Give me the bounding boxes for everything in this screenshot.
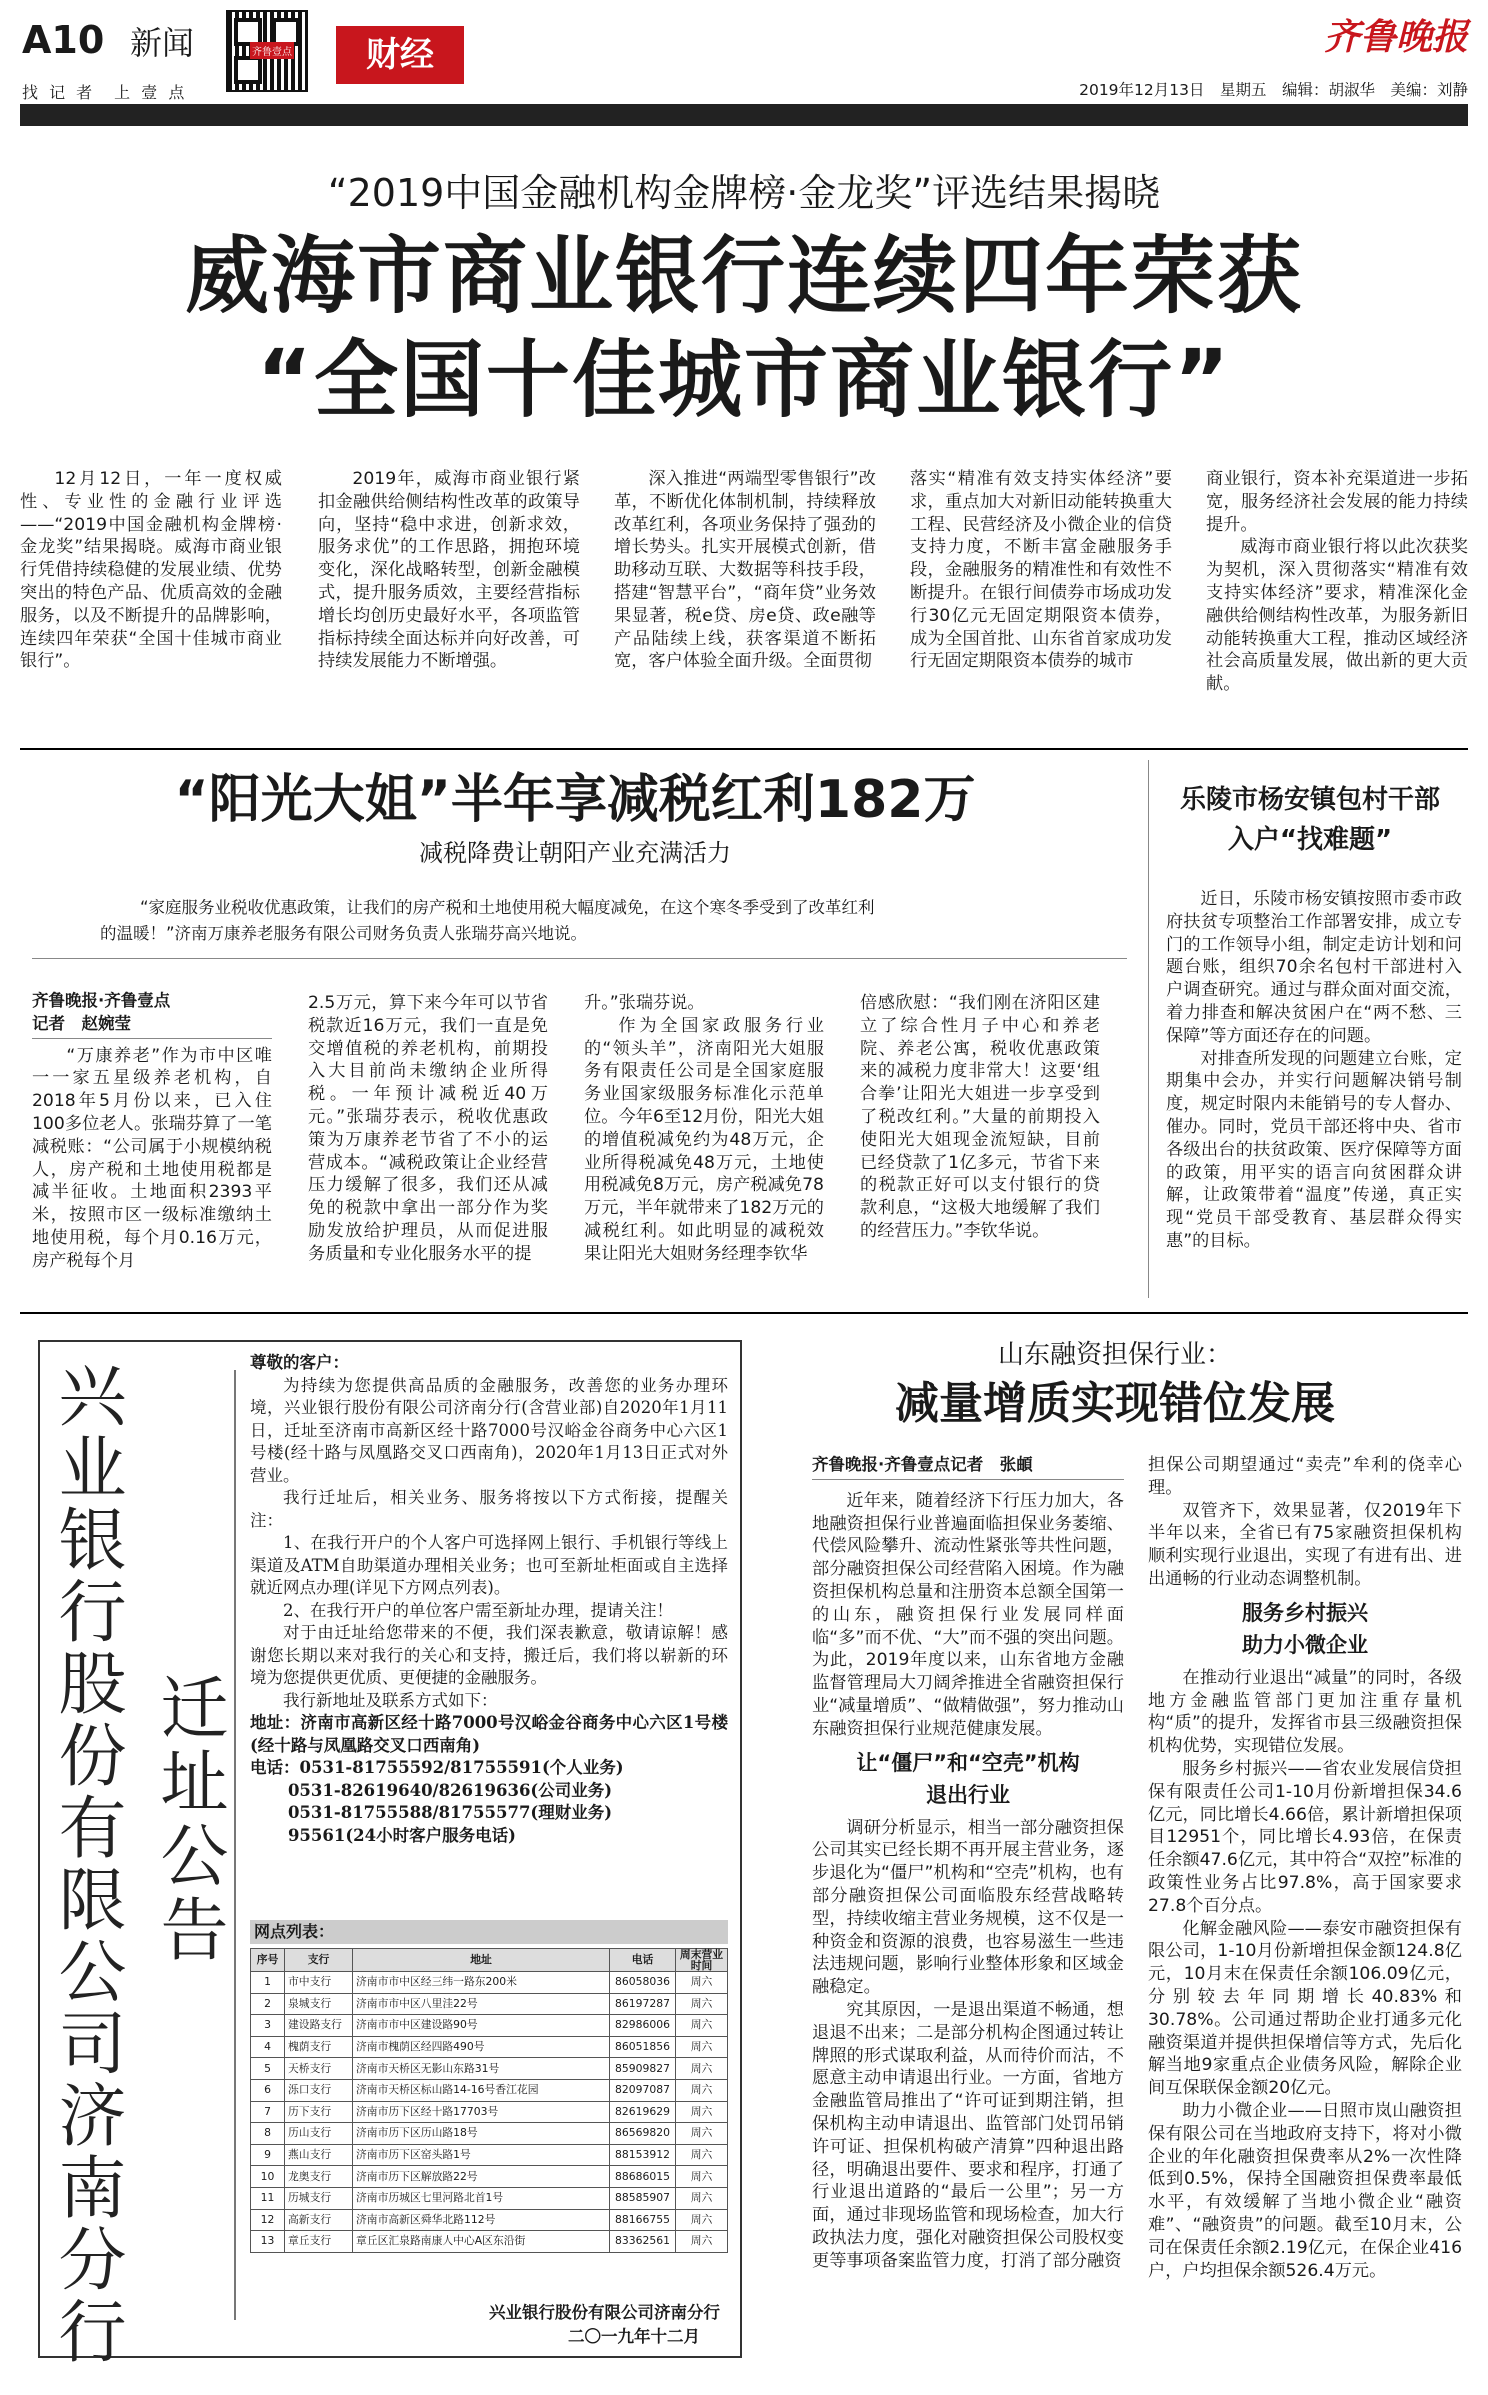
article3-title-line2: 入户“找难题” (1227, 825, 1393, 855)
col-header: 地址 (353, 1949, 610, 1972)
ad-phone[interactable]: 0531-82619640/82619636(公司业务) (287, 1780, 613, 1800)
table-cell: 9 (251, 2144, 285, 2166)
col-header: 电话 (610, 1949, 676, 1972)
table-cell: 建设路支行 (285, 2015, 353, 2037)
ad-phone[interactable]: 0531-81755588/81755577(理财业务) (287, 1803, 613, 1822)
table-row (251, 2144, 728, 2166)
article1-kicker: “2019中国金融机构金牌榜·金龙奖”评选结果揭晓 (327, 171, 1161, 215)
col-header: 序号 (251, 1949, 285, 1972)
ad-paragraph: 我行新地址及联系方式如下： (283, 1690, 498, 1710)
table-cell: 龙奥支行 (285, 2166, 353, 2188)
article1-col1 (20, 468, 282, 673)
table-row (251, 2015, 728, 2037)
ad-divider (234, 1370, 236, 2320)
branch-phone[interactable]: 88686015 (610, 2166, 676, 2188)
table-cell: 周六 (676, 2079, 728, 2101)
paragraph: 12月12日，一年一度权威性、专业性的金融行业评选——“2019中国金融机构金牌榜·金龙奖”结果揭晓。威海市商业银行凭借持续稳健的发展业绩、优势突出的特色产品、优质高效的金融服务，以及不断提升的品牌影响，连续四年荣获“全国十佳城市商业银行”。 (20, 469, 282, 672)
paragraph: 双管齐下，效果显著，仅2019年下半年以来，全省已有75家融资担保机构顺利实现行业退出，实现了有进有出、进出通畅的行业动态调整机制。 (1148, 1500, 1462, 1589)
paragraph: 落实“精准有效支持实体经济”要求，重点加大对新旧动能转换重大工程、民营经济及小微企业的信贷支持力度，不断丰富金融服务手段，金融服务的精准性和有效性不断提升。在银行间债券市场成功发行30亿元无固定期限资本债券，成为全国首批、山东省首家成功发行无固定期限资本债券的城市 (910, 469, 1172, 672)
table-cell: 济南市天桥区标山路14-16号香江花园 (353, 2079, 610, 2101)
table-cell: 济南市槐荫区经四路490号 (353, 2036, 610, 2058)
section-divider (20, 1312, 1468, 1314)
section-divider (20, 748, 1468, 750)
paragraph: “万康养老”作为市中区唯一一家五星级养老机构，自2018年5月份以来，已入住100多位老人。张瑞芬算了一笔减税账：“公司属于小规模纳税人，房产税和土地使用税都是减半征收。土地面积2393平米，按照市区一级标准缴纳土地使用税，每个月0.16万元，房产税每个月 (32, 1045, 272, 1271)
table-cell: 8 (251, 2123, 285, 2145)
byline: 齐鲁晚报·齐鲁壹点记者 张頔 (812, 1455, 1033, 1474)
article4-col1 (812, 1454, 1124, 2273)
ad-phone[interactable]: 95561(24小时客户服务电话) (287, 1825, 516, 1845)
branch-phone[interactable]: 82097087 (610, 2079, 676, 2101)
table-cell: 济南市历下区解放路22号 (353, 2166, 610, 2188)
table-cell: 济南市高新区舜华北路112号 (353, 2209, 610, 2231)
article1-col2 (318, 468, 580, 673)
paragraph: 升。”张瑞芬说。 (584, 993, 705, 1013)
table-row (251, 2058, 728, 2080)
table-cell: 济南市历下区历山路18号 (353, 2123, 610, 2145)
ad-salutation: 尊敬的客户： (250, 1353, 349, 1372)
table-cell: 6 (251, 2079, 285, 2101)
table-header-row (251, 1949, 728, 1972)
paragraph: 作为全国家政服务行业的“领头羊”，济南阳光大姐服务有限责任公司是全国家庭服务业国家级服务标准化示范单位。今年6至12月份，阳光大姐的增值税减免约为48万元，企业所得税减免48万元，土地使用税减免8万元，房产税减免78万元，半年就带来了182万元的减税红利。如此明显的减税效果让阳光大姐财务经理李钦华 (584, 1015, 824, 1264)
article4-title: 减量增质实现错位发展 (895, 1378, 1335, 1429)
table-cell: 周六 (676, 2036, 728, 2058)
paragraph: 商业银行，资本补充渠道进一步拓宽，服务经济社会发展的能力持续提升。 (1206, 469, 1468, 535)
ad-vertical-notice: 迁址公告 (149, 1672, 228, 1968)
paragraph: 2.5万元，算下来今年可以节省税款近16万元，我们一直是免交增值税的养老机构，前期投入大目前尚未缴纳企业所得税。一年预计减税近40万元。”张瑞芬表示，税收优惠政策为万康养老节省了不小的运营成本。“减税政策让企业经营压力缓解了很多，我们还从减免的税款中拿出一部分作为奖励发放给护理员，从而促进服务质量和专业化服务水平的提 (308, 993, 548, 1264)
col-header: 支行 (285, 1949, 353, 1972)
article2-title: “阳光大姐”半年享减税红利182万 (174, 770, 976, 830)
table-cell: 周六 (676, 2144, 728, 2166)
table-cell: 周六 (676, 2015, 728, 2037)
byline: 齐鲁晚报·齐鲁壹点 (32, 991, 171, 1010)
branch-phone[interactable]: 82986006 (610, 2015, 676, 2037)
table-cell: 天桥支行 (285, 2058, 353, 2080)
paragraph: 近日，乐陵市杨安镇按照市委市政府扶贫专项整治工作部署安排，成立专门的工作领导小组，制定走访计划和问题台账，组织70余名包村干部进村入户调查研究。通过与群众面对面交流，着力排查和解决贫困户在“两不愁、三保障”等方面还存在的问题。 (1166, 889, 1462, 1046)
branch-phone[interactable]: 88153912 (610, 2144, 676, 2166)
slogan: 找 记 者 上 壹 点 (22, 83, 188, 102)
table-row (251, 2166, 728, 2188)
table-cell: 2 (251, 1993, 285, 2015)
column-divider (1148, 760, 1149, 1298)
page-number: A10 (22, 18, 105, 62)
branch-phone[interactable]: 86058036 (610, 1972, 676, 1994)
article1-col3 (614, 468, 876, 673)
table-cell: 高新支行 (285, 2209, 353, 2231)
branch-phone[interactable]: 88585907 (610, 2187, 676, 2209)
table-row (251, 2036, 728, 2058)
ad-paragraph: 1、在我行开户的个人客户可选择网上银行、手机银行等线上渠道及ATM自助渠道办理相关业务；也可至新址柜面或自主选择就近网点办理(详见下方网点列表)。 (250, 1533, 728, 1597)
table-cell: 周六 (676, 1972, 728, 1994)
qr-code[interactable] (226, 10, 308, 92)
table-row (251, 2231, 728, 2253)
ad-address: 地址：济南市高新区经十路7000号汉峪金谷商务中心六区1号楼(经十路与凤凰路交叉口西南角) (250, 1713, 728, 1755)
table-cell: 周六 (676, 2058, 728, 2080)
article3-body (1166, 888, 1462, 1253)
table-cell: 5 (251, 2058, 285, 2080)
ad-paragraph: 我行迁址后，相关业务、服务将按以下方式衔接，提醒关注： (250, 1488, 728, 1530)
table-row (251, 2123, 728, 2145)
ad-vertical-title: 兴业银行股份有限公司济南分行 (47, 1360, 126, 2368)
table-cell: 12 (251, 2209, 285, 2231)
ad-phone-label: 电话： (250, 1758, 300, 1777)
table-cell: 济南市市中区建设路90号 (353, 2015, 610, 2037)
table-cell: 泺口支行 (285, 2079, 353, 2101)
ad-body (250, 1352, 728, 1847)
table-cell: 槐荫支行 (285, 2036, 353, 2058)
branch-phone[interactable]: 86197287 (610, 1993, 676, 2015)
byline: 记者 赵婉莹 (32, 1013, 131, 1033)
table-cell: 济南市市中区八里洼22号 (353, 1993, 610, 2015)
article2-col3 (584, 992, 824, 1266)
branch-table (250, 1948, 728, 2253)
table-cell: 济南市历下区经十路17703号 (353, 2101, 610, 2123)
paragraph: 威海市商业银行将以此次获奖为契机，深入贯彻落实“精准有效支持实体经济”要求，精准深化金融供给侧结构性改革，为服务新旧动能转换重大工程，推动区域经济社会高质量发展，做出新的更大贡献。 (1206, 537, 1468, 695)
paragraph: 倍感欣慰：“我们刚在济阳区建立了综合性月子中心和养老院、养老公寓，税收优惠政策来的减税力度非常大！这要‘组合拳’让阳光大姐进一步享受到了税改红利。”大量的前期投入使阳光大姐现金流短缺，目前已经贷款了1亿多元，节省下来的税款正好可以支付银行的贷款利息，“这极大地缓解了我们的经营压力。”李钦华说。 (860, 993, 1100, 1241)
table-cell: 13 (251, 2231, 285, 2253)
article2-col4 (860, 992, 1100, 1243)
article1-title-line1: 威海市商业银行连续四年荣获 (184, 227, 1303, 325)
table-cell: 历下支行 (285, 2101, 353, 2123)
col-header: 周末营业时间 (676, 1949, 728, 1972)
ad-date: 二〇一九年十二月 (568, 2327, 700, 2346)
branch-phone[interactable]: 82619629 (610, 2101, 676, 2123)
branch-table-wrap (250, 1948, 728, 2253)
paragraph: 调研分析显示，相当一部分融资担保公司其实已经长期不再开展主营业务，逐步退化为“僵尸”机构和“空壳”机构，也有部分融资担保公司面临股东经营战略转型，持续收缩主营业务规模，这不仅是一种资金和资源的浪费，也容易滋生一些违法违规问题，影响行业整体形象和区域金融稳定。 (812, 1817, 1124, 1998)
table-row (251, 2101, 728, 2123)
article2-col2 (308, 992, 548, 1266)
table-cell: 周六 (676, 2209, 728, 2231)
ad-phone[interactable]: 0531-81755592/81755591(个人业务) (299, 1758, 624, 1777)
branch-phone[interactable]: 85909827 (610, 2058, 676, 2080)
subheading (812, 1747, 1124, 1811)
table-cell: 周六 (676, 2231, 728, 2253)
table-cell: 周六 (676, 2187, 728, 2209)
table-cell: 历山支行 (285, 2123, 353, 2145)
table-cell: 周六 (676, 2101, 728, 2123)
table-cell: 章丘区汇泉路南康人中心A区东沿街 (353, 2231, 610, 2253)
branch-table-title: 网点列表： (250, 1920, 728, 1944)
paragraph: 2019年，威海市商业银行紧扣金融供给侧结构性改革的政策导向，坚持“稳中求进，创新求效，服务求优”的工作思路，拥抱环境变化，深化战略转型，创新金融模式，提升服务质效，主要经营指标增长均创历史最好水平，各项监管指标持续全面达标并向好改善，可持续发展能力不断增强。 (318, 469, 580, 672)
paragraph: 深入推进“两端型零售银行”改革，不断优化体制机制，持续释放改革红利，各项业务保持了强劲的增长势头。扎实开展模式创新，借助移动互联、大数据等科技手段，搭建“智慧平台”，“商年贷”业务效果显著，税e贷、房e贷、政e融等产品陆续上线，获客渠道不断拓宽，客户体验全面升级。全面贯彻 (614, 469, 876, 672)
paragraph: 化解金融风险——泰安市融资担保有限公司，1-10月份新增担保金额124.8亿元，10月末在保责任余额106.09亿元，分别较去年同期增长40.83%和30.78%。公司通过帮助企业打通多元化融资渠道并提供担保增信等方式，先后化解当地9家重点企业债务风险，解除企业间互保联保金额20亿元。 (1148, 1918, 1462, 2099)
paper-logo: 齐鲁晚报 (1323, 16, 1468, 58)
ad-paragraph: 为持续为您提供高品质的金融服务，改善您的业务办理环境，兴业银行股份有限公司济南分行(含营业部)自2020年1月11日，迁址至济南市高新区经十路7000号汉峪金谷商务中心六区1号楼(经十路与凤凰路交叉口西南角)，2020年1月13日正式对外营业。 (250, 1375, 728, 1485)
subheading-line: 助力小微企业 (1242, 1632, 1368, 1657)
subheading-line: 退出行业 (926, 1782, 1010, 1807)
ad-signature: 兴业银行股份有限公司济南分行 (489, 2303, 720, 2322)
article2-col1 (32, 990, 272, 1273)
article1-col5 (1206, 468, 1468, 696)
subheading (1148, 1597, 1462, 1661)
ad-paragraph: 对于由迁址给您带来的不便，我们深表歉意，敬请谅解！感谢您长期以来对我行的关心和支持，搬迁后，我们将以崭新的环境为您提供更优质、更便捷的金融服务。 (250, 1623, 728, 1687)
table-cell: 3 (251, 2015, 285, 2037)
section-name: 新闻 (130, 24, 195, 62)
table-cell: 泉城支行 (285, 1993, 353, 2015)
branch-phone[interactable]: 86569820 (610, 2123, 676, 2145)
qr-label: 齐鲁壹点 (250, 42, 294, 59)
table-cell: 4 (251, 2036, 285, 2058)
table-cell: 济南市天桥区无影山东路31号 (353, 2058, 610, 2080)
table-cell: 章丘支行 (285, 2231, 353, 2253)
table-cell: 1 (251, 1972, 285, 1994)
date-line: 2019年12月13日 星期五 编辑：胡淑华 美编：刘静 (1079, 81, 1468, 99)
table-row (251, 2187, 728, 2209)
table-cell: 周六 (676, 2123, 728, 2145)
article3-title-line1: 乐陵市杨安镇包村干部 (1179, 785, 1440, 815)
article4-kicker: 山东融资担保行业： (997, 1340, 1232, 1370)
table-row (251, 1972, 728, 1994)
paragraph: 对排查所发现的问题建立台账，定期集中会办，并实行问题解决销号制度，规定时限内未能销号的专人督办、催办。同时，党员干部还将中央、省市各级出台的扶贫政策、医疗保障等方面的政策，用平实的语言向贫困群众讲解，让政策带着“温度”传递，真正实现“党员干部受教育、基层群众得实惠”的目标。 (1166, 1048, 1462, 1251)
article2-quote-line1: “家庭服务业税收优惠政策，让我们的房产税和土地使用税大幅度减免，在这个寒冬季受到了改革红利 (140, 898, 875, 917)
masthead-rule (20, 104, 1468, 126)
branch-phone[interactable]: 83362561 (610, 2231, 676, 2253)
paragraph: 在推动行业退出“减量”的同时，各级地方金融监管部门更加注重存量机构“质”的提升，发挥省市县三级融资担保机构优势，实现错位发展。 (1148, 1667, 1462, 1757)
table-cell: 11 (251, 2187, 285, 2209)
table-row (251, 2079, 728, 2101)
paragraph: 助力小微企业——日照市岚山融资担保有限公司在当地政府支持下，将对小微企业的年化融资担保费率从2%一次性降低到0.5%，保持全国融资担保费率最低水平，有效缓解了当地小微企业“融资难”、“融资贵”的问题。截至10月末，公司在保责任余额2.19亿元，在保企业416户，户均担保余额526.4万元。 (1148, 2100, 1462, 2281)
branch-phone[interactable]: 88166755 (610, 2209, 676, 2231)
table-cell: 周六 (676, 1993, 728, 2015)
paragraph: 服务乡村振兴——省农业发展信贷担保有限责任公司1-10月份新增担保34.6亿元，同比增长4.66倍，累计新增担保项目12951个，同比增长4.93倍，在保责任余额47.6亿元，其中符合“双控”标准的政策性业务占比97.8%，高于国家要求27.8个百分点。 (1148, 1758, 1462, 1916)
ad-paragraph: 2、在我行开户的单位客户需至新址办理，提请关注！ (283, 1600, 673, 1620)
article2-quote-line2: 的温暖！”济南万康养老服务有限公司财务负责人张瑞芬高兴地说。 (100, 924, 588, 943)
table-cell: 济南市历下区窑头路1号 (353, 2144, 610, 2166)
table-row (251, 2209, 728, 2231)
table-cell: 10 (251, 2166, 285, 2188)
paragraph: 究其原因，一是退出渠道不畅通，想退退不出来；二是部分机构企图通过转让牌照的形式谋取利益，从而待价而沽，不愿意主动申请退出行业。一方面，省地方金融监管局推出了“许可证到期注销，担保机构主动申请退出、监管部门处罚吊销许可证、担保机构破产清算”四种退出路径，明确退出要件、要求和程序，打通了行业退出道路的“最后一公里”；另一方面，通过非现场监管和现场检查，加大行政执法力度，强化对融资担保公司股权变更等事项备案监管力度，打消了部分融资 (812, 1999, 1124, 2271)
table-cell: 历城支行 (285, 2187, 353, 2209)
paragraph: 近年来，随着经济下行压力加大，各地融资担保行业普遍面临担保业务萎缩、代偿风险攀升、流动性紧张等共性问题，部分融资担保公司经营陷入困境。作为融资担保机构总量和注册资本总额全国第一的山东，融资担保行业发展同样面临“多”而不优、“大”而不强的突出问题。为此，2019年度以来，山东省地方金融监督管理局大刀阔斧推进全省融资担保行业“减量增质”、“做精做强”，努力推动山东融资担保行业规范健康发展。 (812, 1490, 1124, 1739)
branch-phone[interactable]: 86051856 (610, 2036, 676, 2058)
paragraph: 担保公司期望通过“卖壳”牟利的侥幸心理。 (1148, 1455, 1462, 1498)
table-cell: 7 (251, 2101, 285, 2123)
article1-title-line2: “全国十佳城市商业银行” (256, 331, 1232, 429)
table-row (251, 1993, 728, 2015)
table-cell: 济南市市中区经三纬一路东200米 (353, 1972, 610, 1994)
table-cell: 燕山支行 (285, 2144, 353, 2166)
table-cell: 市中支行 (285, 1972, 353, 1994)
subheading-line: 让“僵尸”和“空壳”机构 (856, 1750, 1080, 1775)
subheading-line: 服务乡村振兴 (1242, 1600, 1368, 1625)
article4-col2 (1148, 1454, 1462, 2282)
section-tab-label: 财经 (366, 35, 434, 75)
article1-col4 (910, 468, 1172, 673)
article2-subtitle: 减税降费让朝阳产业充满活力 (419, 839, 731, 867)
table-cell: 济南市历城区七里河路北首1号 (353, 2187, 610, 2209)
table-cell: 周六 (676, 2166, 728, 2188)
